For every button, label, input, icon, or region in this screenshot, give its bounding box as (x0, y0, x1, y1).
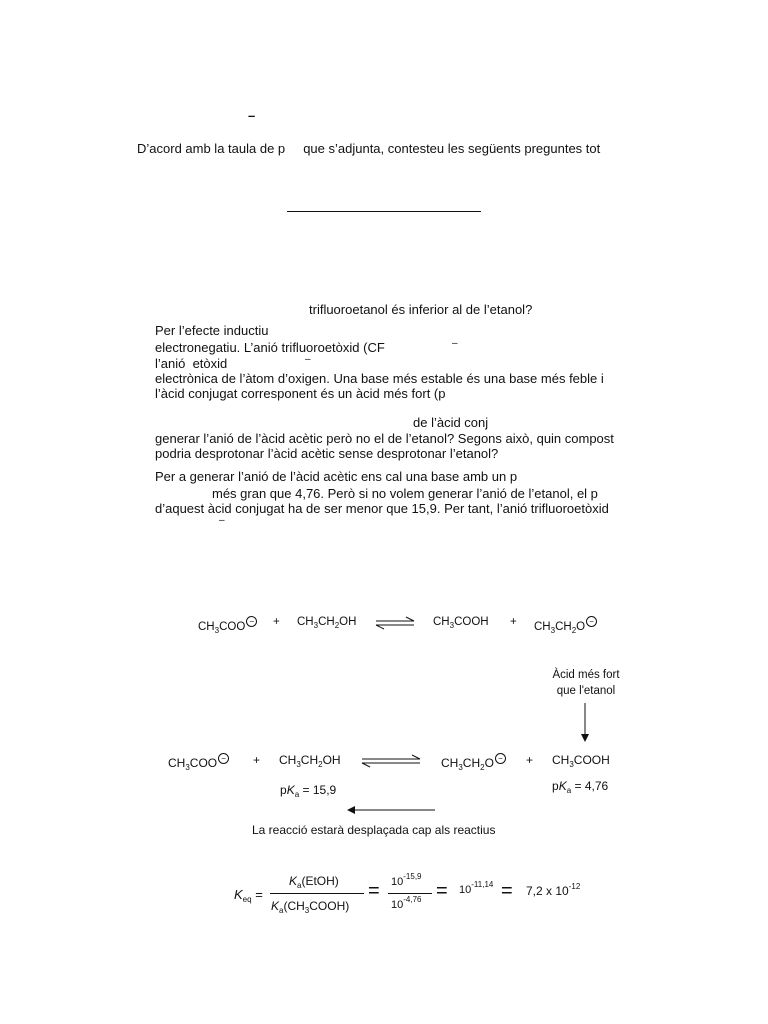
scheme1-reactant-ethanol: $CH_3CH_2OH$ (297, 616, 357, 630)
negative-charge-icon: − (246, 616, 257, 627)
answer-a-line-5: l’àcid conjugat corresponent és un àcid més fort (p (155, 386, 446, 401)
scheme2-product-acetic-acid: $CH_3COOH$ (552, 753, 610, 769)
answer-a-line-4: electrònica de l’àtom d’oxigen. Una base més estable és una base més feble i (155, 371, 604, 386)
question-b-line-2: generar l’anió de l’àcid acètic però no el de l’etanol? Segons això, quin compost (155, 431, 614, 446)
frac2-numerator: $10^{-15,9}$ (391, 872, 422, 888)
equals-2: = (436, 880, 448, 902)
scheme2-plus-1: + (253, 753, 261, 767)
scheme2-reactant-ethanol: $CH_3CH_2OH$ (279, 753, 341, 769)
intro-line: D’acord amb la taula de p que s’adjunta, contesteu les següents preguntes tot (137, 141, 601, 156)
down-arrow-icon (580, 703, 590, 743)
pka-ethanol-value: 15,9 (312, 783, 337, 797)
answer-a-line-1: Per l’efecte inductiu (155, 323, 269, 338)
pka-ethanol: $pK_a = 15,9$ (280, 783, 337, 799)
answer-a-minus-2: – (305, 354, 311, 365)
scheme2-plus-2: + (526, 753, 534, 767)
scheme1-plus-2: + (510, 616, 517, 628)
question-b-line-3: podria desprotonar l’àcid acètic sense desprotonar l’etanol? (155, 446, 499, 461)
scheme1-reactant-acetate: $CH_3COO$ − (198, 616, 257, 633)
answer-a-line-3: l’anió etòxid (155, 356, 228, 371)
answer-b-line-2: més gran que 4,76. Però si no volem generar l’anió de l’etanol, el p (212, 486, 598, 501)
negative-charge-icon: − (218, 753, 229, 764)
question-b-line-1: de l’àcid conj (413, 415, 489, 430)
equilibrium-arrow-icon (374, 616, 416, 630)
left-arrow-icon (346, 805, 436, 815)
separator-line (287, 211, 481, 212)
frac2-denominator: $10^{-4,76}$ (391, 895, 422, 911)
question-a-tail: trifluoroetanol és inferior al de l’etanol? (309, 302, 533, 317)
negative-charge-icon: − (495, 753, 506, 764)
pka-acetic-acid: $pK_a = 4,76$ (552, 779, 609, 795)
answer-b-minus: – (219, 515, 225, 526)
intermediate-value: $10^{-11,14}$ (459, 880, 494, 896)
result-value: 7,2 x $10^{-12}$ (526, 882, 581, 898)
scheme2-product-ethoxide: $CH_3CH_2O$ − (441, 753, 506, 770)
equilibrium-arrow-icon (360, 754, 422, 768)
answer-a-minus-1: – (452, 338, 458, 349)
scheme2-caption: La reacció estarà desplaçada cap als reactius (252, 823, 496, 837)
answer-b-line-3: d’aquest àcid conjugat ha de ser menor que 15,9. Per tant, l’anió trifluoroetòxid (155, 501, 609, 516)
scheme1-product-ethoxide: $CH_3CH_2O$ − (534, 616, 597, 633)
equals-3: = (501, 880, 513, 902)
answer-b-line-1: Per a generar l’anió de l’àcid acètic ens cal una base amb un p (155, 469, 518, 484)
fraction-bar (388, 893, 432, 894)
frac1-denominator: $K_a(CH_3COOH)$ (271, 899, 350, 915)
keq-label: $K_{eq}$ = (234, 887, 263, 904)
negative-charge-icon: − (586, 616, 597, 627)
scheme2-note-line-2: que l'etanol (556, 685, 616, 697)
answer-a-line-2: electronegatiu. L’anió trifluoroetòxid (CF (155, 340, 385, 355)
top-dash: – (248, 108, 256, 123)
scheme2-reactant-acetate: $CH_3COO$ − (168, 753, 229, 770)
fraction-bar (270, 893, 364, 894)
scheme1-product-acetic-acid: $CH_3COOH$ (433, 616, 489, 630)
pka-acetic-acid-value: 4,76 (584, 779, 609, 793)
equals-1: = (368, 880, 380, 902)
scheme1-plus-1: + (273, 616, 280, 628)
frac1-numerator: $K_a(EtOH)$ (289, 874, 339, 890)
scheme2-note-line-1: Àcid més fort (552, 669, 620, 681)
